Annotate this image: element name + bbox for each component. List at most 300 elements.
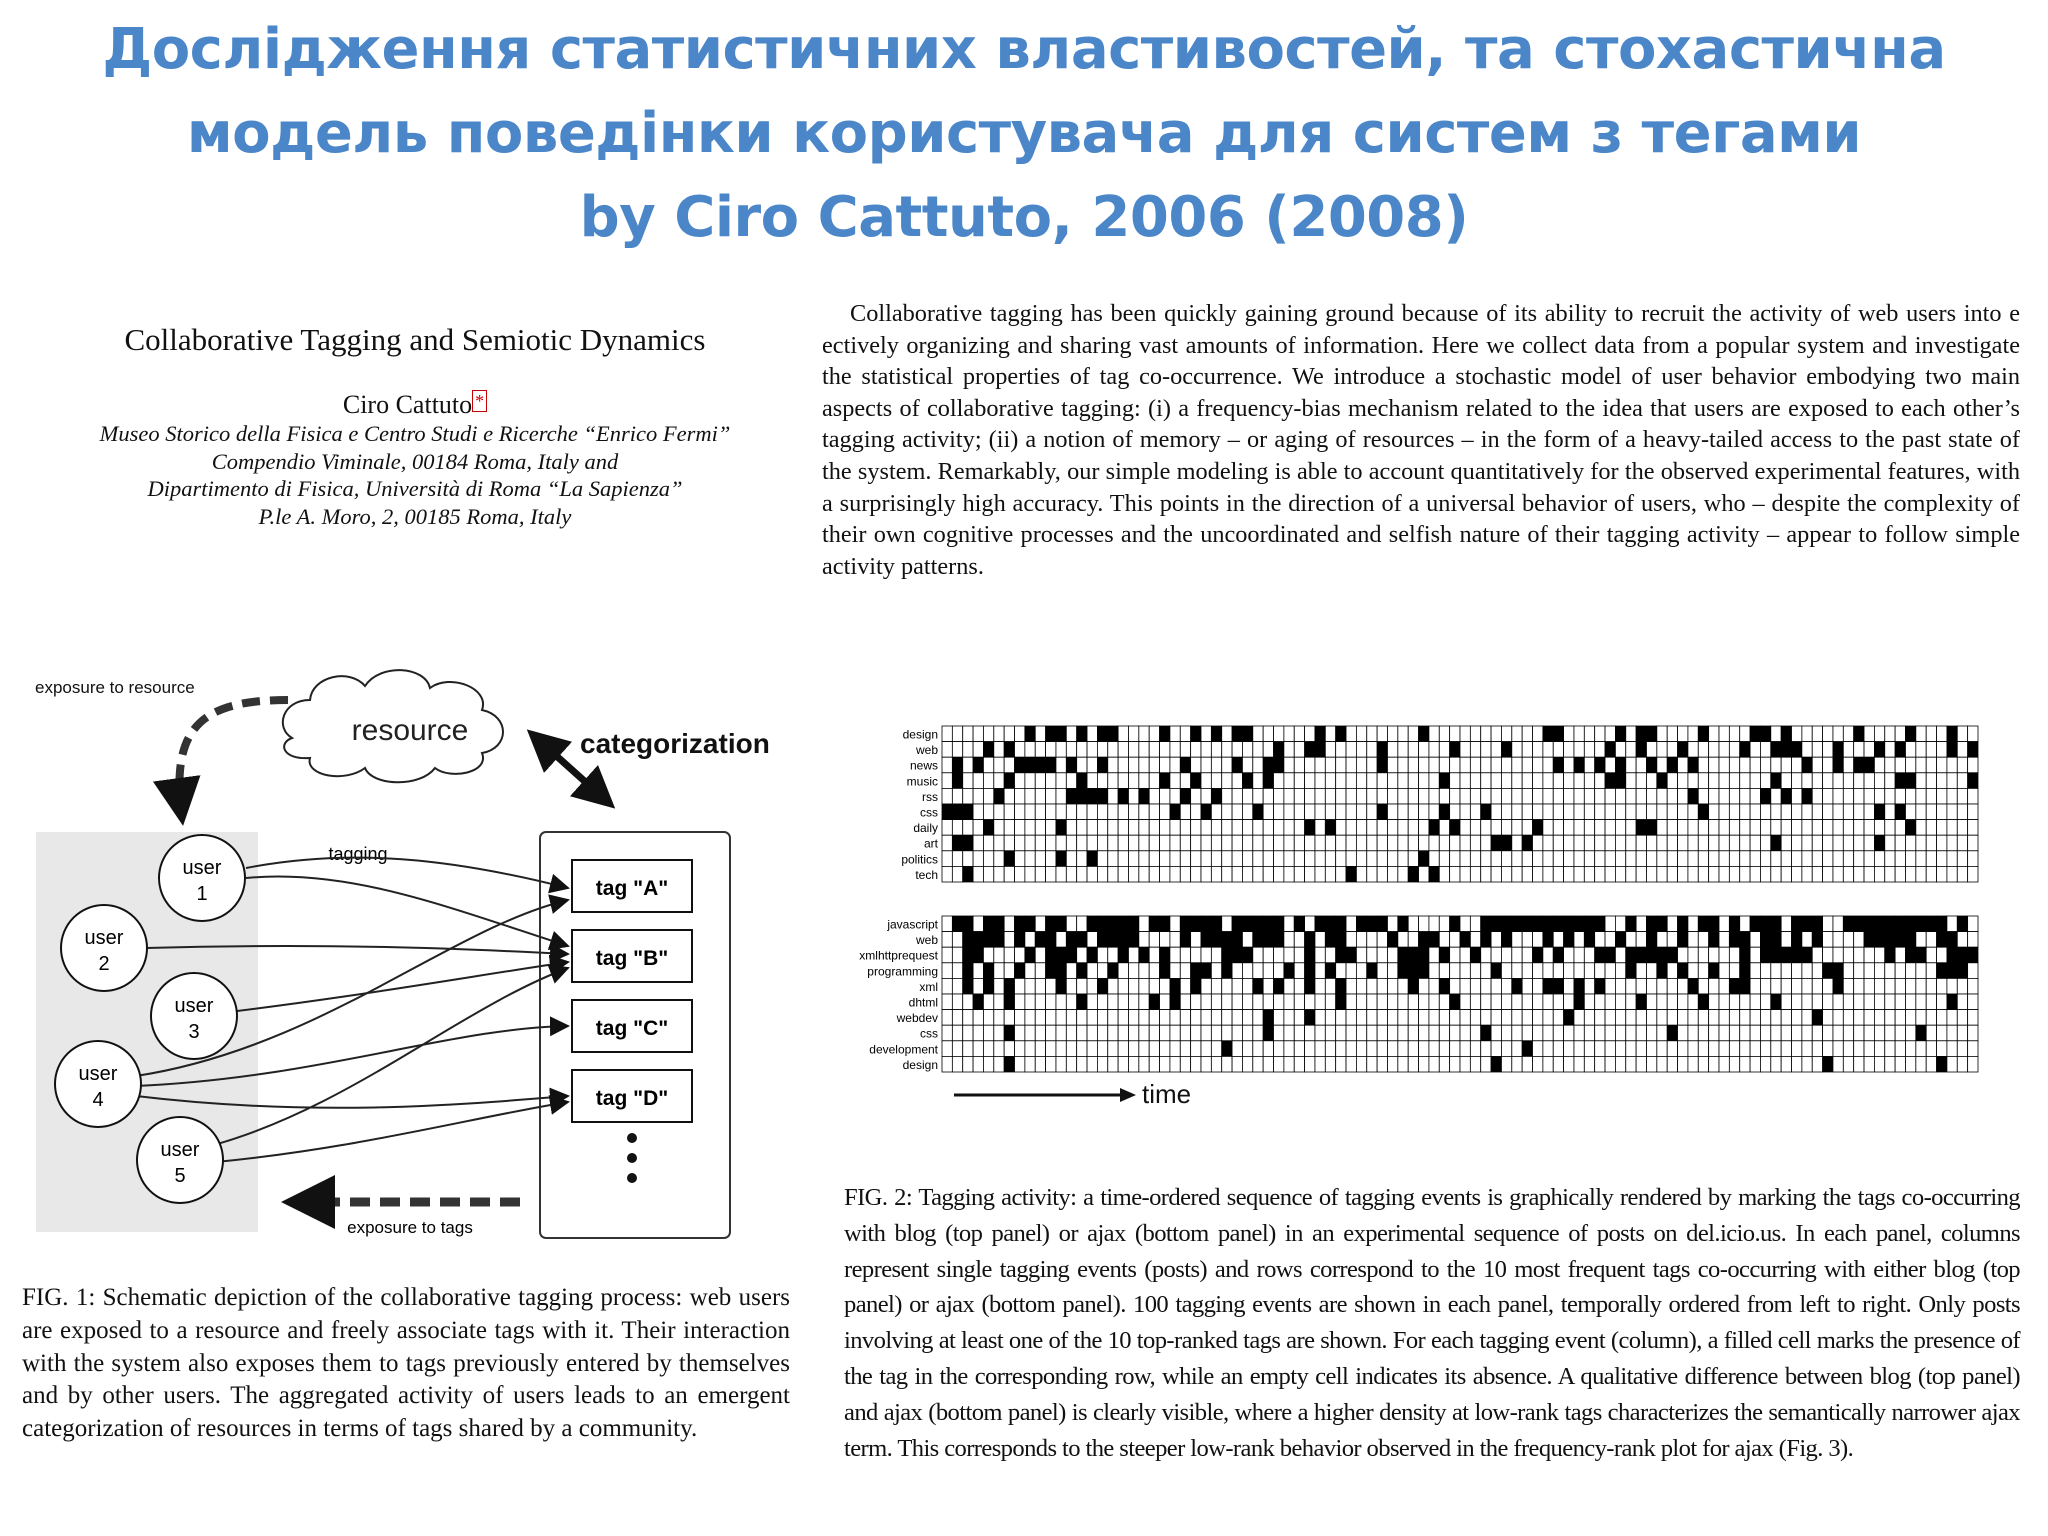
matrix-cell <box>1160 726 1170 742</box>
author-footnote-mark[interactable]: * <box>472 390 487 412</box>
resource-label: resource <box>351 714 469 747</box>
matrix-cell <box>1719 916 1729 932</box>
matrix-cell <box>1905 978 1915 994</box>
matrix-cell <box>1595 1041 1605 1057</box>
matrix-cell <box>1491 978 1501 994</box>
matrix-cell <box>1491 835 1501 851</box>
matrix-cell <box>1864 742 1874 758</box>
matrix-cell <box>963 1041 973 1057</box>
matrix-cell <box>1605 804 1615 820</box>
matrix-cell <box>1108 866 1118 882</box>
matrix-cell <box>1356 947 1366 963</box>
matrix-cell <box>1046 1010 1056 1026</box>
matrix-cell <box>1750 1056 1760 1072</box>
matrix-cell <box>1015 1041 1025 1057</box>
matrix-cell <box>1149 820 1159 836</box>
matrix-cell <box>963 804 973 820</box>
matrix-cell <box>1864 1010 1874 1026</box>
matrix-cell <box>1222 835 1232 851</box>
matrix-cell <box>1439 1010 1449 1026</box>
matrix-cell <box>973 804 983 820</box>
matrix-cell <box>1543 773 1553 789</box>
matrix-cell <box>1139 757 1149 773</box>
matrix-cell <box>1263 916 1273 932</box>
matrix-cell <box>1885 1056 1895 1072</box>
matrix-cell <box>1066 932 1076 948</box>
matrix-cell <box>1160 773 1170 789</box>
matrix-cell <box>1584 851 1594 867</box>
matrix-cell <box>1874 947 1884 963</box>
matrix-cell <box>1771 947 1781 963</box>
matrix-cell <box>1802 757 1812 773</box>
matrix-cell <box>963 1056 973 1072</box>
matrix-cell <box>1315 835 1325 851</box>
matrix-cell <box>1771 820 1781 836</box>
matrix-cell <box>1543 835 1553 851</box>
matrix-cell <box>1481 963 1491 979</box>
matrix-cell <box>1605 1010 1615 1026</box>
matrix-cell <box>1253 1056 1263 1072</box>
matrix-cell <box>1533 804 1543 820</box>
matrix-cell <box>1678 963 1688 979</box>
tagging-label: tagging <box>328 844 388 864</box>
matrix-cell <box>1574 788 1584 804</box>
matrix-cell <box>1698 851 1708 867</box>
matrix-cell <box>1533 866 1543 882</box>
matrix-cell <box>1584 978 1594 994</box>
matrix-cell <box>1501 1056 1511 1072</box>
matrix-cell <box>1035 866 1045 882</box>
matrix-cell <box>1180 757 1190 773</box>
matrix-cell <box>1367 820 1377 836</box>
matrix-cell <box>942 916 952 932</box>
matrix-cell <box>1781 932 1791 948</box>
matrix-cell <box>1450 804 1460 820</box>
matrix-cell <box>1957 916 1967 932</box>
matrix-cell <box>952 835 962 851</box>
matrix-cell <box>1149 788 1159 804</box>
matrix-cell <box>1522 1056 1532 1072</box>
matrix-cell <box>1605 947 1615 963</box>
matrix-cell <box>1325 773 1335 789</box>
matrix-cell <box>1512 773 1522 789</box>
matrix-cell <box>1916 994 1926 1010</box>
paper-title: Collaborative Tagging and Semiotic Dynamics <box>124 322 706 357</box>
matrix-cell <box>952 916 962 932</box>
matrix-cell <box>1740 994 1750 1010</box>
matrix-cell <box>1056 820 1066 836</box>
matrix-cell <box>1284 1025 1294 1041</box>
matrix-cell <box>1760 978 1770 994</box>
matrix-cell <box>1854 1056 1864 1072</box>
matrix-cell <box>1646 804 1656 820</box>
matrix-cell <box>1242 1056 1252 1072</box>
matrix-cell <box>1325 757 1335 773</box>
matrix-cell <box>1574 947 1584 963</box>
matrix-cell <box>1781 835 1791 851</box>
matrix-cell <box>1325 947 1335 963</box>
matrix-cell <box>1481 1056 1491 1072</box>
matrix-cell <box>1367 726 1377 742</box>
matrix-cell <box>1843 963 1853 979</box>
matrix-cell <box>1636 804 1646 820</box>
matrix-cell <box>994 820 1004 836</box>
row-label: art <box>923 836 938 851</box>
matrix-cell <box>1823 932 1833 948</box>
matrix-cell <box>1056 1056 1066 1072</box>
matrix-cell <box>1004 932 1014 948</box>
matrix-cell <box>1128 1010 1138 1026</box>
matrix-cell <box>1957 851 1967 867</box>
svg-text:user: user <box>84 927 124 949</box>
matrix-cell <box>1460 851 1470 867</box>
matrix-cell <box>1750 947 1760 963</box>
matrix-cell <box>1512 1056 1522 1072</box>
matrix-cell <box>1522 978 1532 994</box>
matrix-cell <box>1460 1010 1470 1026</box>
matrix-cell <box>942 773 952 789</box>
matrix-cell <box>1533 788 1543 804</box>
matrix-cell <box>1646 932 1656 948</box>
matrix-cell <box>1864 866 1874 882</box>
matrix-cell <box>1729 932 1739 948</box>
matrix-cell <box>1792 1041 1802 1057</box>
matrix-cell <box>1377 835 1387 851</box>
matrix-cell <box>1564 835 1574 851</box>
matrix-cell <box>1885 1010 1895 1026</box>
matrix-cell <box>1874 932 1884 948</box>
matrix-cell <box>1719 994 1729 1010</box>
matrix-cell <box>1284 804 1294 820</box>
top-panel-row-labels <box>901 727 938 881</box>
matrix-cell <box>1678 820 1688 836</box>
matrix-cell <box>1439 1025 1449 1041</box>
matrix-cell <box>1201 932 1211 948</box>
matrix-cell <box>1128 1025 1138 1041</box>
matrix-cell <box>1615 1056 1625 1072</box>
matrix-cell <box>1284 726 1294 742</box>
matrix-cell <box>1128 947 1138 963</box>
matrix-cell <box>973 916 983 932</box>
matrix-cell <box>994 757 1004 773</box>
matrix-cell <box>1833 1025 1843 1041</box>
matrix-cell <box>1564 932 1574 948</box>
matrix-cell <box>1626 851 1636 867</box>
matrix-cell <box>1481 916 1491 932</box>
tag-box <box>572 860 692 912</box>
paper-affiliation <box>20 420 810 530</box>
matrix-cell <box>1336 835 1346 851</box>
matrix-cell <box>1626 866 1636 882</box>
matrix-cell <box>1771 804 1781 820</box>
matrix-cell <box>942 1010 952 1026</box>
matrix-cell <box>1211 820 1221 836</box>
matrix-cell <box>1792 851 1802 867</box>
matrix-cell <box>1522 963 1532 979</box>
matrix-cell <box>1698 1010 1708 1026</box>
matrix-cell <box>1667 947 1677 963</box>
matrix-cell <box>1688 866 1698 882</box>
matrix-cell <box>1139 773 1149 789</box>
matrix-cell <box>1957 947 1967 963</box>
row-label: css <box>920 1026 938 1041</box>
matrix-cell <box>1128 994 1138 1010</box>
matrix-cell <box>1325 726 1335 742</box>
matrix-cell <box>973 932 983 948</box>
matrix-cell <box>1191 963 1201 979</box>
matrix-cell <box>1812 820 1822 836</box>
matrix-cell <box>1646 916 1656 932</box>
matrix-cell <box>1387 1010 1397 1026</box>
matrix-cell <box>1833 1041 1843 1057</box>
matrix-cell <box>1688 994 1698 1010</box>
matrix-cell <box>1812 994 1822 1010</box>
matrix-cell <box>1077 916 1087 932</box>
matrix-cell <box>1678 804 1688 820</box>
matrix-cell <box>1750 742 1760 758</box>
matrix-cell <box>1408 932 1418 948</box>
matrix-cell <box>1387 726 1397 742</box>
matrix-cell <box>1812 773 1822 789</box>
matrix-cell <box>1905 963 1915 979</box>
matrix-cell <box>1046 726 1056 742</box>
matrix-cell <box>1833 788 1843 804</box>
matrix-cell <box>1481 773 1491 789</box>
matrix-cell <box>1211 835 1221 851</box>
matrix-cell <box>1584 1025 1594 1041</box>
matrix-cell <box>1025 788 1035 804</box>
matrix-cell <box>1097 916 1107 932</box>
matrix-cell <box>1274 916 1284 932</box>
matrix-cell <box>1937 978 1947 994</box>
matrix-cell <box>1605 851 1615 867</box>
matrix-cell <box>1450 1041 1460 1057</box>
matrix-cell <box>1729 773 1739 789</box>
matrix-cell <box>1077 866 1087 882</box>
matrix-cell <box>1398 773 1408 789</box>
matrix-cell <box>1139 1010 1149 1026</box>
matrix-cell <box>1367 916 1377 932</box>
matrix-cell <box>1823 804 1833 820</box>
matrix-cell <box>1740 866 1750 882</box>
matrix-cell <box>1895 1056 1905 1072</box>
matrix-cell <box>973 1025 983 1041</box>
matrix-cell <box>1864 773 1874 789</box>
matrix-cell <box>1429 804 1439 820</box>
matrix-cell <box>1595 866 1605 882</box>
matrix-cell <box>1429 1025 1439 1041</box>
matrix-cell <box>1087 726 1097 742</box>
matrix-cell <box>1740 1056 1750 1072</box>
matrix-cell <box>1470 1025 1480 1041</box>
matrix-cell <box>1512 788 1522 804</box>
matrix-cell <box>1066 994 1076 1010</box>
matrix-cell <box>1501 1010 1511 1026</box>
matrix-cell <box>1678 1056 1688 1072</box>
matrix-cell <box>1543 994 1553 1010</box>
matrix-cell <box>1947 1056 1957 1072</box>
matrix-cell <box>1595 916 1605 932</box>
matrix-cell <box>994 1010 1004 1026</box>
matrix-cell <box>1025 773 1035 789</box>
matrix-cell <box>1367 757 1377 773</box>
matrix-cell <box>1149 1025 1159 1041</box>
matrix-cell <box>1439 1041 1449 1057</box>
matrix-cell <box>1564 757 1574 773</box>
matrix-cell <box>1802 978 1812 994</box>
matrix-cell <box>1419 963 1429 979</box>
matrix-cell <box>1263 835 1273 851</box>
matrix-cell <box>1439 1056 1449 1072</box>
matrix-cell <box>1118 1056 1128 1072</box>
matrix-cell <box>1968 947 1978 963</box>
matrix-cell <box>1429 1056 1439 1072</box>
matrix-cell <box>963 835 973 851</box>
matrix-cell <box>1885 757 1895 773</box>
matrix-cell <box>1760 742 1770 758</box>
matrix-cell <box>1874 757 1884 773</box>
matrix-cell <box>1242 757 1252 773</box>
matrix-cell <box>1242 947 1252 963</box>
matrix-cell <box>1450 994 1460 1010</box>
matrix-cell <box>1533 773 1543 789</box>
matrix-cell <box>1678 742 1688 758</box>
matrix-cell <box>1812 1010 1822 1026</box>
matrix-cell <box>1149 978 1159 994</box>
matrix-cell <box>1864 994 1874 1010</box>
matrix-cell <box>1564 851 1574 867</box>
matrix-cell <box>1263 788 1273 804</box>
matrix-cell <box>1522 820 1532 836</box>
matrix-cell <box>963 773 973 789</box>
matrix-cell <box>1729 835 1739 851</box>
matrix-cell <box>1874 1041 1884 1057</box>
matrix-cell <box>1781 978 1791 994</box>
matrix-cell <box>1066 1041 1076 1057</box>
matrix-cell <box>1729 757 1739 773</box>
matrix-cell <box>1128 726 1138 742</box>
user-node <box>55 1041 141 1127</box>
matrix-cell <box>1180 773 1190 789</box>
matrix-cell <box>1170 916 1180 932</box>
matrix-cell <box>1108 1010 1118 1026</box>
matrix-cell <box>1170 757 1180 773</box>
matrix-cell <box>1004 994 1014 1010</box>
matrix-cell <box>1056 726 1066 742</box>
row-label: development <box>869 1042 938 1057</box>
matrix-cell <box>1885 866 1895 882</box>
matrix-cell <box>1854 851 1864 867</box>
matrix-cell <box>1274 851 1284 867</box>
matrix-cell <box>1015 1025 1025 1041</box>
matrix-cell <box>1688 788 1698 804</box>
matrix-cell <box>1501 866 1511 882</box>
matrix-cell <box>1128 757 1138 773</box>
matrix-cell <box>1191 835 1201 851</box>
matrix-cell <box>1657 1056 1667 1072</box>
matrix-cell <box>1574 916 1584 932</box>
matrix-cell <box>1356 994 1366 1010</box>
matrix-cell <box>1429 757 1439 773</box>
matrix-cell <box>1968 773 1978 789</box>
matrix-cell <box>1232 835 1242 851</box>
matrix-cell <box>1688 1056 1698 1072</box>
matrix-cell <box>1419 788 1429 804</box>
matrix-cell <box>1947 757 1957 773</box>
matrix-cell <box>1584 757 1594 773</box>
matrix-cell <box>1895 1041 1905 1057</box>
matrix-cell <box>1926 742 1936 758</box>
matrix-cell <box>963 726 973 742</box>
matrix-cell <box>963 963 973 979</box>
matrix-cell <box>1833 916 1843 932</box>
matrix-cell <box>1077 835 1087 851</box>
matrix-cell <box>1367 978 1377 994</box>
matrix-cell <box>1501 726 1511 742</box>
matrix-cell <box>1574 851 1584 867</box>
matrix-cell <box>1481 835 1491 851</box>
matrix-cell <box>1646 866 1656 882</box>
matrix-cell <box>1284 1041 1294 1057</box>
matrix-cell <box>942 866 952 882</box>
matrix-cell <box>1149 994 1159 1010</box>
matrix-cell <box>1180 994 1190 1010</box>
matrix-cell <box>1833 963 1843 979</box>
matrix-cell <box>1543 866 1553 882</box>
matrix-cell <box>1926 788 1936 804</box>
matrix-cell <box>973 757 983 773</box>
matrix-cell <box>1149 726 1159 742</box>
matrix-cell <box>1242 788 1252 804</box>
matrix-cell <box>1139 994 1149 1010</box>
matrix-cell <box>1191 866 1201 882</box>
row-label: news <box>909 758 938 773</box>
matrix-cell <box>1222 947 1232 963</box>
matrix-cell <box>1874 978 1884 994</box>
matrix-cell <box>1522 757 1532 773</box>
bottom-panel-row-labels <box>859 917 938 1071</box>
matrix-cell <box>1294 788 1304 804</box>
matrix-cell <box>1574 835 1584 851</box>
matrix-cell <box>1004 1056 1014 1072</box>
matrix-cell <box>1274 947 1284 963</box>
matrix-cell <box>1294 978 1304 994</box>
matrix-cell <box>1429 866 1439 882</box>
matrix-cell <box>1595 978 1605 994</box>
matrix-cell <box>1771 866 1781 882</box>
matrix-cell <box>1947 947 1957 963</box>
matrix-cell <box>994 1041 1004 1057</box>
matrix-cell <box>1232 1025 1242 1041</box>
matrix-cell <box>1191 994 1201 1010</box>
matrix-cell <box>1294 773 1304 789</box>
matrix-cell <box>1398 866 1408 882</box>
matrix-cell <box>1274 866 1284 882</box>
matrix-cell <box>1926 726 1936 742</box>
matrix-cell <box>1843 773 1853 789</box>
matrix-cell <box>1315 726 1325 742</box>
matrix-cell <box>1387 916 1397 932</box>
matrix-cell <box>1118 947 1128 963</box>
matrix-cell <box>1004 978 1014 994</box>
matrix-cell <box>1346 1041 1356 1057</box>
matrix-cell <box>1470 804 1480 820</box>
row-label: css <box>920 805 938 820</box>
matrix-cell <box>1833 851 1843 867</box>
matrix-cell <box>1522 994 1532 1010</box>
matrix-cell <box>1201 851 1211 867</box>
matrix-cell <box>1367 866 1377 882</box>
